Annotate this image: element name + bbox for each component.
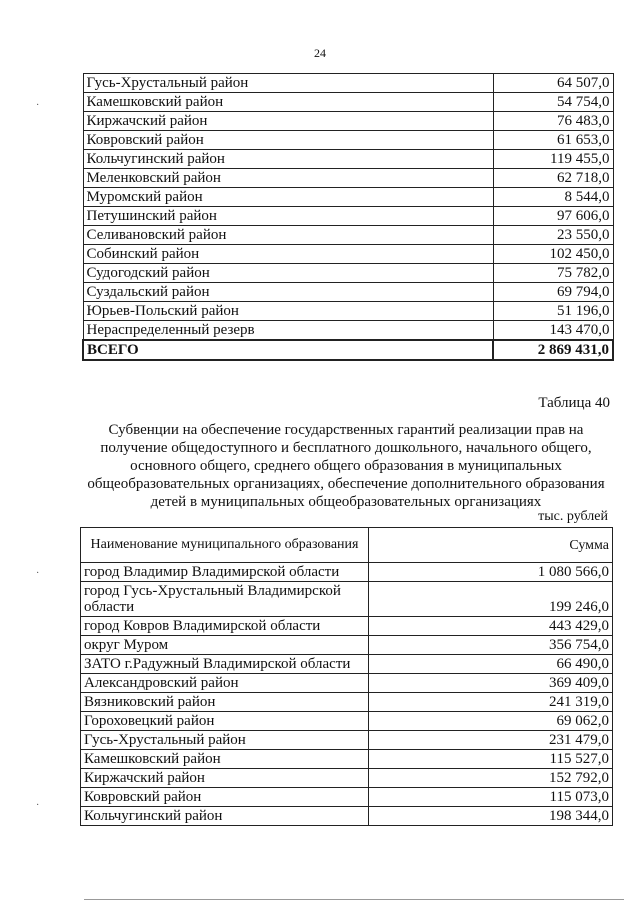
column-header-sum: Сумма (369, 528, 613, 563)
amount: 62 718,0 (493, 169, 613, 188)
table-row (81, 712, 613, 731)
table-row (81, 731, 613, 750)
table-row (81, 636, 613, 655)
district-name: Гусь-Хрустальный район (83, 74, 493, 93)
district-name: Суздальский район (83, 283, 493, 302)
municipality-name: Камешковский район (81, 750, 369, 769)
amount: 369 409,0 (369, 674, 613, 693)
amount: 199 246,0 (369, 582, 613, 617)
amount: 115 527,0 (369, 750, 613, 769)
total-label: ВСЕГО (83, 340, 493, 360)
subsidy-table-continued (82, 73, 614, 361)
table-row (83, 245, 613, 264)
table-row (83, 283, 613, 302)
table-row (83, 264, 613, 283)
amount: 54 754,0 (493, 93, 613, 112)
municipality-name: ЗАТО г.Радужный Владимирской области (81, 655, 369, 674)
table-row (83, 207, 613, 226)
table-row (83, 226, 613, 245)
amount: 119 455,0 (493, 150, 613, 169)
units-label: тыс. рублей (538, 509, 608, 524)
amount: 75 782,0 (493, 264, 613, 283)
amount: 102 450,0 (493, 245, 613, 264)
district-name: Селивановский район (83, 226, 493, 245)
total-row (83, 340, 613, 360)
table-row (83, 188, 613, 207)
table-row (81, 617, 613, 636)
district-name: Меленковский район (83, 169, 493, 188)
municipality-name: город Ковров Владимирской области (81, 617, 369, 636)
column-header-name: Наименование муниципального образования (81, 528, 369, 563)
municipality-name: Киржачский район (81, 769, 369, 788)
margin-speck: · (36, 568, 40, 579)
title-line: получение общедоступного и бесплатного дошкольного, начального общего, (100, 440, 592, 456)
amount: 66 490,0 (369, 655, 613, 674)
table-row (83, 321, 613, 341)
table-title (86, 421, 606, 511)
municipality-name: Ковровский район (81, 788, 369, 807)
district-name: Юрьев-Польский район (83, 302, 493, 321)
title-line: общеобразовательных организациях, обеспечение дополнительного образования (87, 476, 605, 492)
table-row (83, 112, 613, 131)
title-line: детей в муниципальных общеобразовательных организациях (150, 494, 542, 510)
district-name: Кольчугинский район (83, 150, 493, 169)
table-row (81, 674, 613, 693)
table-row (81, 582, 613, 617)
table-row (83, 131, 613, 150)
district-name: Нераспределенный резерв (83, 321, 493, 341)
municipality-name: Кольчугинский район (81, 807, 369, 826)
amount: 443 429,0 (369, 617, 613, 636)
amount: 198 344,0 (369, 807, 613, 826)
amount: 61 653,0 (493, 131, 613, 150)
table-row (83, 74, 613, 93)
amount: 23 550,0 (493, 226, 613, 245)
amount: 97 606,0 (493, 207, 613, 226)
amount: 1 080 566,0 (369, 563, 613, 582)
district-name: Судогодский район (83, 264, 493, 283)
page-number: 24 (314, 46, 326, 60)
district-name: Камешковский район (83, 93, 493, 112)
header-row (81, 528, 613, 563)
margin-speck: · (36, 100, 40, 111)
amount: 69 062,0 (369, 712, 613, 731)
amount: 64 507,0 (493, 74, 613, 93)
amount: 143 470,0 (493, 321, 613, 341)
amount: 152 792,0 (369, 769, 613, 788)
amount: 241 319,0 (369, 693, 613, 712)
district-name: Киржачский район (83, 112, 493, 131)
margin-speck: · (36, 800, 40, 811)
municipality-name: Вязниковский район (81, 693, 369, 712)
amount: 356 754,0 (369, 636, 613, 655)
district-name: Собинский район (83, 245, 493, 264)
municipality-name: Гороховецкий район (81, 712, 369, 731)
municipality-name: город Гусь-Хрустальный Владимирской области (81, 582, 369, 617)
table-row (83, 150, 613, 169)
table-row (81, 769, 613, 788)
amount: 231 479,0 (369, 731, 613, 750)
table-row (81, 788, 613, 807)
table-row (83, 169, 613, 188)
page-bottom-rule (84, 899, 624, 900)
district-name: Муромский район (83, 188, 493, 207)
amount: 115 073,0 (369, 788, 613, 807)
amount: 69 794,0 (493, 283, 613, 302)
municipality-name: Александровский район (81, 674, 369, 693)
table-row (81, 655, 613, 674)
district-name: Ковровский район (83, 131, 493, 150)
table-row (81, 693, 613, 712)
table-row (81, 750, 613, 769)
table-row (83, 302, 613, 321)
title-line: Субвенции на обеспечение государственных гарантий реализации прав на (108, 422, 584, 438)
total-amount: 2 869 431,0 (493, 340, 613, 360)
table-row (81, 807, 613, 826)
municipality-name: город Владимир Владимирской области (81, 563, 369, 582)
amount: 51 196,0 (493, 302, 613, 321)
municipality-name: Гусь-Хрустальный район (81, 731, 369, 750)
district-name: Петушинский район (83, 207, 493, 226)
table-label: Таблица 40 (538, 395, 610, 411)
subvention-table (80, 527, 613, 826)
title-line: основного общего, среднего общего образования в муниципальных (130, 458, 562, 474)
municipality-name: округ Муром (81, 636, 369, 655)
table-row (83, 93, 613, 112)
table-row (81, 563, 613, 582)
amount: 76 483,0 (493, 112, 613, 131)
amount: 8 544,0 (493, 188, 613, 207)
